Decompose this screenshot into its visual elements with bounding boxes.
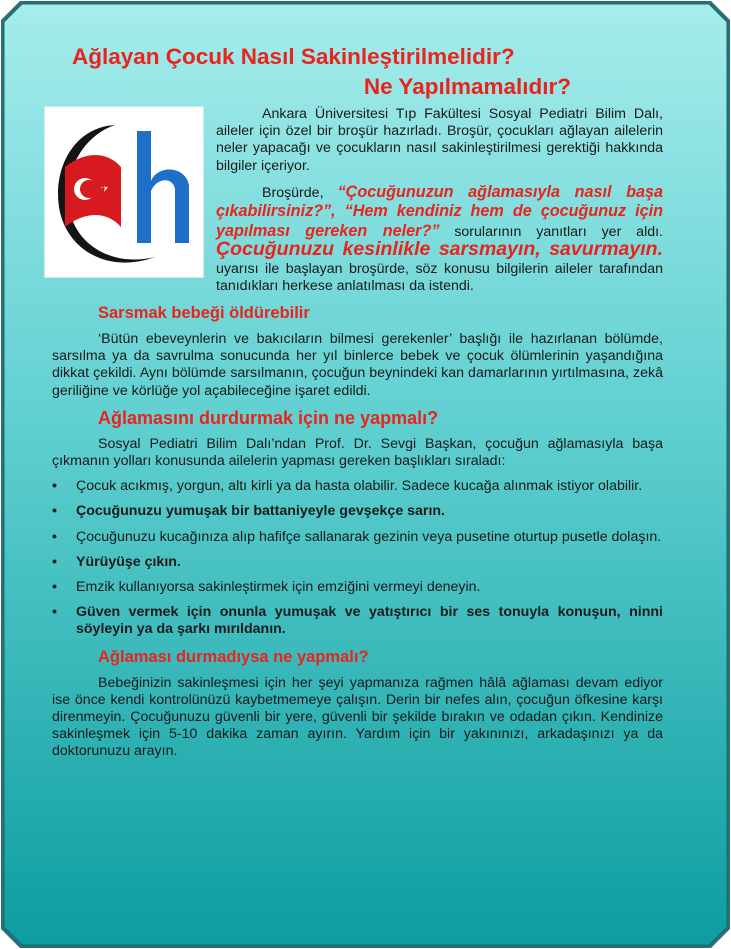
brochure-quote: “Çocuğunuzun ağlamasıyla nasıl başa çıkabilirsiniz?”, “Hem kendiniz hem de çocuğunuz için yapılması gereken neler?” bbox=[216, 182, 663, 240]
list-item bbox=[52, 554, 663, 571]
list-item-text: Güven vermek için onunla yumuşak ve yatıştırıcı bir ses tonuyla konuşun, ninni söyleyin ya da şarkı mırıldanın. bbox=[76, 604, 663, 638]
list-item bbox=[52, 579, 663, 596]
brochure-warning: Çocuğunuzu kesinlikle sarsmayın, savurmayın. bbox=[216, 238, 663, 261]
list-item-text: Çocuğunuzu kucağınıza alıp hafifçe sallanarak gezinin veya pusetine oturtup pusetle dolaşın. bbox=[76, 528, 662, 545]
bullet-icon: • bbox=[52, 578, 57, 595]
section2-heading: Ağlamasını durdurmak için ne yapmalı? bbox=[98, 407, 439, 428]
list-item bbox=[52, 529, 663, 546]
brochure-tail: uyarısı ile başlayan broşürde, söz konusu bilgilerin aileler tarafından tanıdıkları herkese anlatılması da istendi. bbox=[216, 260, 663, 294]
brochure-mid: sorularının yanıtları yer aldı. bbox=[439, 223, 663, 240]
section1-heading: Sarsmak bebeği öldürebilir bbox=[98, 303, 310, 322]
list-item-text: Çocuğunuzu yumuşak bir battaniyeyle gevşekçe sarın. bbox=[76, 503, 445, 520]
advice-list bbox=[52, 478, 663, 638]
list-item bbox=[52, 478, 663, 495]
section3-heading: Ağlaması durmadıysa ne yapmalı? bbox=[98, 647, 369, 666]
bullet-icon: • bbox=[52, 478, 57, 495]
section2-text: Sosyal Pediatri Bilim Dalı’ndan Prof. Dr. Sevgi Başkan, çocuğun ağlamasıyla başa çıkmanın yolları konusunda ailelerin yapması gereken başlıkları sıraladı: bbox=[52, 435, 663, 469]
oh-logo-icon bbox=[45, 107, 203, 277]
title-line-1: Ağlayan Çocuk Nasıl Sakinleştirilmelidir? bbox=[72, 44, 515, 69]
bullet-icon: • bbox=[52, 553, 57, 570]
bullet-icon: • bbox=[52, 503, 57, 520]
article bbox=[52, 42, 663, 769]
list-item-text: Emzik kullanıyorsa sakinleştirmek için emziğini vermeyi deneyin. bbox=[76, 578, 481, 595]
bullet-icon: • bbox=[52, 528, 57, 545]
list-item bbox=[52, 503, 663, 520]
title-line-2: Ne Yapılmamalıdır? bbox=[363, 74, 571, 99]
section1-text: ‘Bütün ebeveynlerin ve bakıcıların bilmesi gerekenler’ başlığı ile hazırlanan bölümde, sarsılma ya da savrulma sonucunda her yıl binlerce bebek ve çocuk ölümlerinin yaşandığına dikkat çekildi. Aynı bölümde sarsılmanın, çocuğun beynindeki kan damarlarının yırtılmasına, zekâ geriliğine ve körlüğe yol açabileceğine işaret edildi. bbox=[52, 330, 663, 399]
section3-text: Bebeğinizin sakinleşmesi için her şeyi yapmanıza rağmen hâlâ ağlaması devam ediyor ise önce kendi kontrolünüzü kaybetmemeye çalışın. Derin bir nefes alın, çocuğun öfkesine karşı direnmeyin. Çocuğunuzu güvenli bir yere, güvenli bir şekilde bırakın ve odadan çıkın. Kendinize sakinleşmek için 5-10 dakika zaman ayırın. Yardım için bir yakınınızı, arkadaşınızı ya da doktorunuzu arayın. bbox=[52, 674, 663, 760]
page-title bbox=[52, 42, 663, 102]
bullet-icon: • bbox=[52, 604, 57, 621]
brochure-lead: Broşürde, bbox=[262, 184, 338, 201]
logo bbox=[44, 106, 204, 278]
list-item-text: Yürüyüşe çıkın. bbox=[76, 553, 181, 570]
list-item bbox=[52, 604, 663, 638]
intro-paragraph: Ankara Üniversitesi Tıp Fakültesi Sosyal Pediatri Bilim Dalı, aileler için özel bir broşür hazırladı. Broşür, çocukları ağlayan ailelerin neler yapacağı ve çocukların nasıl sakinleştirilmesi gerektiği hakkında bilgiler içeriyor. bbox=[216, 106, 663, 174]
list-item-text: Çocuk acıkmış, yorgun, altı kirli ya da hasta olabilir. Sadece kucağa alınmak istiyor olabilir. bbox=[76, 478, 643, 495]
